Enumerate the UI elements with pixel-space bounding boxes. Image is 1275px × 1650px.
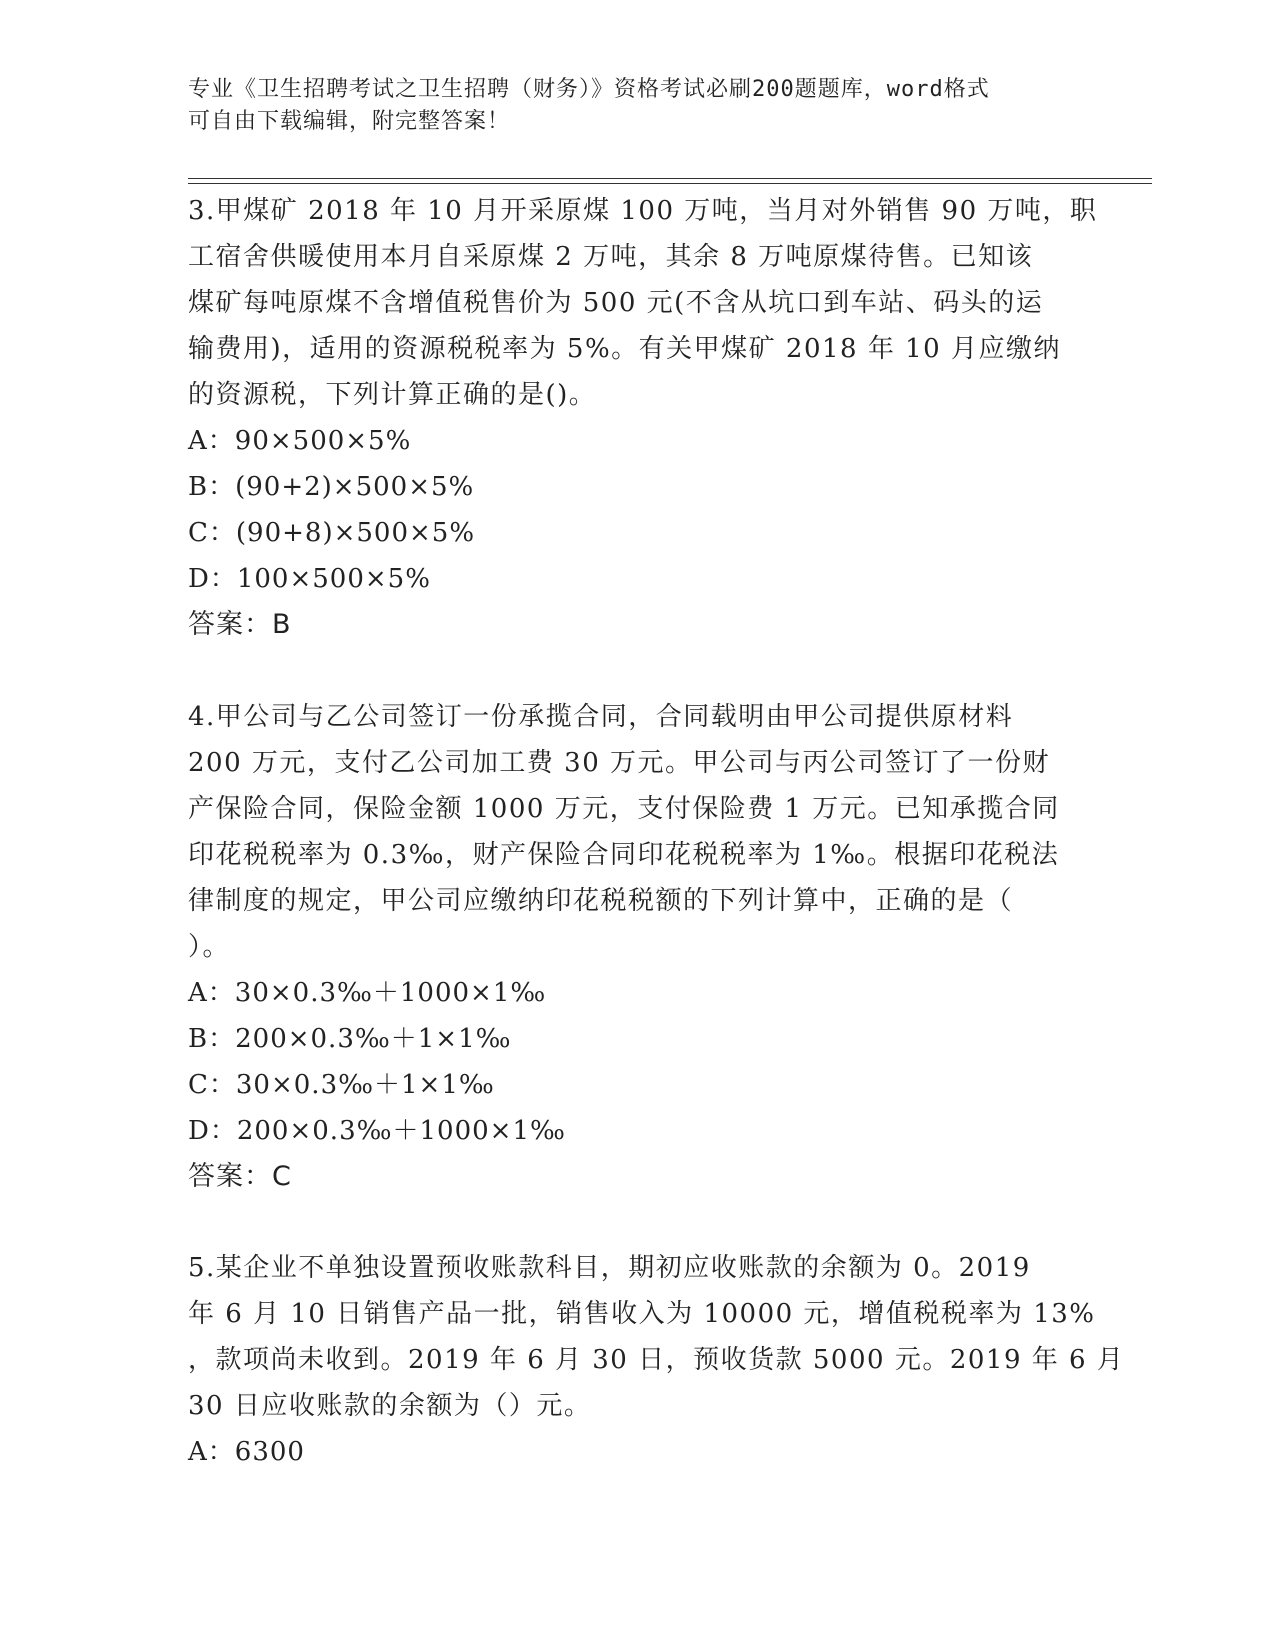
question-text-line: 印花税税率为 0.3‰，财产保险合同印花税税率为 1‰。根据印花税法 — [188, 840, 1060, 870]
question-4 — [188, 694, 1088, 1200]
question-text-line: ，款项尚未收到。2019 年 6 月 30 日，预收货款 5000 元。2019 年 6 月 — [188, 1345, 1125, 1375]
header-divider-top — [188, 178, 1152, 179]
question-text-line: 年 6 月 10 日销售产品一批，销售收入为 10000 元，增值税税率为 13% — [188, 1299, 1096, 1329]
option-b: B：(90+2)×500×5% — [188, 472, 475, 502]
option-c: C：(90+8)×500×5% — [188, 518, 476, 548]
option-a: A：6300 — [188, 1437, 305, 1467]
option-b: B：200×0.3‰＋1×1‰ — [188, 1024, 512, 1054]
question-text-line: 的资源税，下列计算正确的是()。 — [188, 380, 597, 410]
option-d: D：100×500×5% — [188, 564, 431, 594]
document-header — [188, 74, 1088, 138]
answer-label: 答案：B — [188, 609, 292, 640]
question-text-line: ）。 — [188, 932, 231, 962]
header-divider-bottom — [188, 183, 1152, 184]
question-text-line: 5.某企业不单独设置预收账款科目，期初应收账款的余额为 0。2019 — [188, 1253, 1031, 1283]
option-c: C：30×0.3‰＋1×1‰ — [188, 1070, 495, 1100]
question-text-line: 4.甲公司与乙公司签订一份承揽合同，合同载明由甲公司提供原材料 — [188, 702, 1014, 732]
question-5 — [188, 1245, 1125, 1475]
question-3 — [188, 188, 1098, 648]
header-line: 专业《卫生招聘考试之卫生招聘（财务）》资格考试必刷200题题库，word格式 — [188, 77, 990, 102]
option-a: A：90×500×5% — [188, 426, 412, 456]
question-text-line: 输费用)，适用的资源税税率为 5%。有关甲煤矿 2018 年 10 月应缴纳 — [188, 334, 1061, 364]
question-text-line: 产保险合同，保险金额 1000 万元，支付保险费 1 万元。已知承揽合同 — [188, 794, 1060, 824]
answer-label: 答案：C — [188, 1161, 292, 1192]
question-text-line: 律制度的规定，甲公司应缴纳印花税税额的下列计算中，正确的是（ — [188, 886, 1014, 916]
question-text-line: 3.甲煤矿 2018 年 10 月开采原煤 100 万吨，当月对外销售 90 万吨，职 — [188, 196, 1098, 226]
question-text-line: 30 日应收账款的余额为（）元。 — [188, 1391, 592, 1421]
question-text-line: 工宿舍供暖使用本月自采原煤 2 万吨，其余 8 万吨原煤待售。已知该 — [188, 242, 1034, 272]
header-line: 可自由下载编辑，附完整答案！ — [188, 109, 511, 134]
question-text-line: 200 万元，支付乙公司加工费 30 万元。甲公司与丙公司签订了一份财 — [188, 748, 1051, 778]
option-d: D：200×0.3‰＋1000×1‰ — [188, 1116, 566, 1146]
question-text-line: 煤矿每吨原煤不含增值税售价为 500 元(不含从坑口到车站、码头的运 — [188, 288, 1044, 318]
option-a: A：30×0.3‰＋1000×1‰ — [188, 978, 547, 1008]
